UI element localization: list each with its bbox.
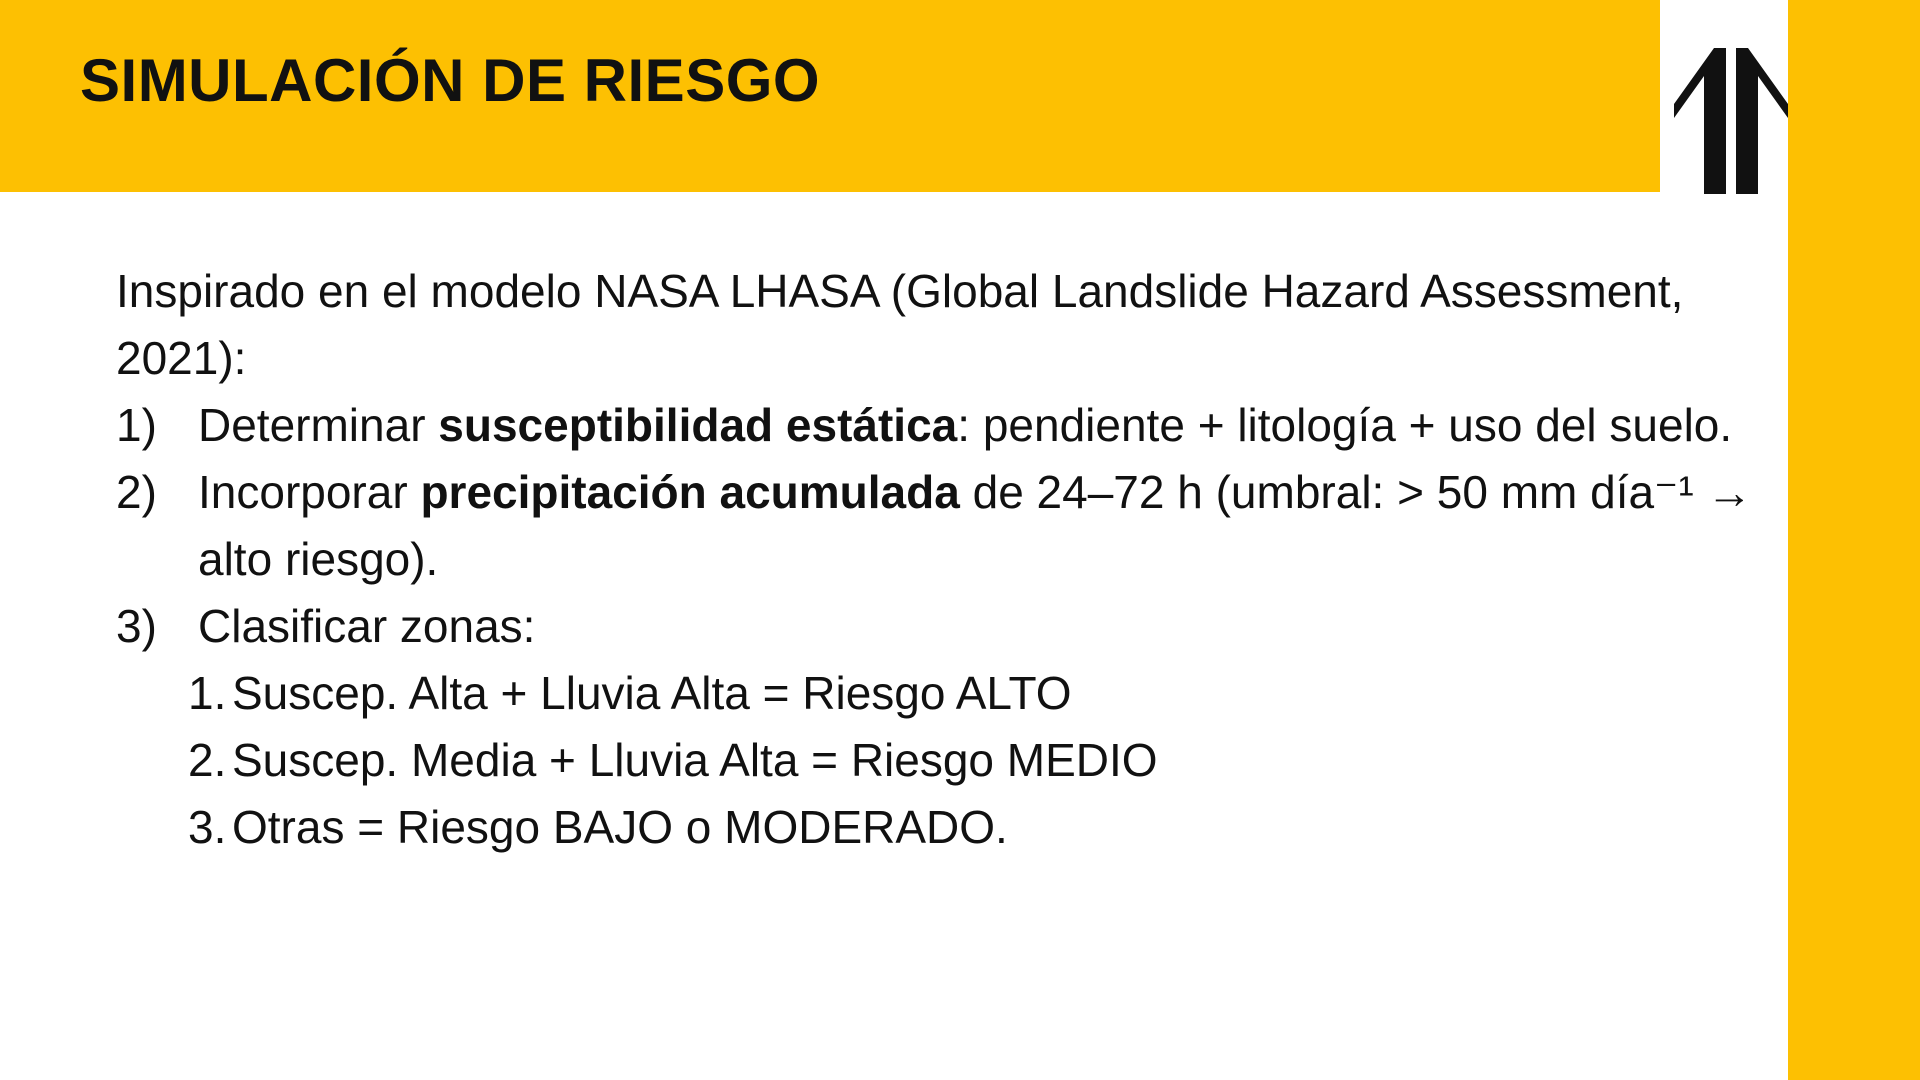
step-3 (116, 593, 1756, 660)
step-text: Clasificar zonas: (198, 600, 536, 652)
zone-item (116, 727, 1756, 794)
logo (1660, 0, 1788, 192)
zone-text: Suscep. Alta + Lluvia Alta = Riesgo ALTO (232, 667, 1072, 719)
slide-body (116, 258, 1756, 861)
step-1 (116, 392, 1756, 459)
step-number: 2) (116, 466, 157, 518)
step-number: 3) (116, 600, 157, 652)
zone-text: Otras = Riesgo BAJO o MODERADO. (232, 801, 1008, 853)
slide-title: SIMULACIÓN DE RIESGO (80, 47, 821, 114)
double-arrow-up-logo-icon (1674, 48, 1788, 194)
zone-item (116, 660, 1756, 727)
right-accent-band (1788, 0, 1920, 1080)
zone-number: 3. (188, 801, 227, 853)
step-2 (116, 459, 1756, 593)
zone-item (116, 794, 1756, 861)
zone-number: 1. (188, 667, 227, 719)
zone-number: 2. (188, 734, 227, 786)
step-emphasis: precipitación acumulada (420, 466, 960, 518)
step-text-rest: : pendiente + litología + uso del suelo. (957, 399, 1733, 451)
step-text: Determinar (198, 399, 439, 451)
step-emphasis: susceptibilidad estática (438, 399, 958, 451)
step-text-rest: de 24–72 h (umbral: > 50 mm día⁻¹ → alto riesgo). (198, 466, 1753, 585)
step-text: Incorporar (198, 466, 421, 518)
intro-paragraph: Inspirado en el modelo NASA LHASA (Global Landslide Hazard Assessment, 2021): (116, 265, 1684, 384)
step-number: 1) (116, 399, 157, 451)
zone-list (116, 660, 1756, 861)
zone-text: Suscep. Media + Lluvia Alta = Riesgo MEDIO (232, 734, 1158, 786)
